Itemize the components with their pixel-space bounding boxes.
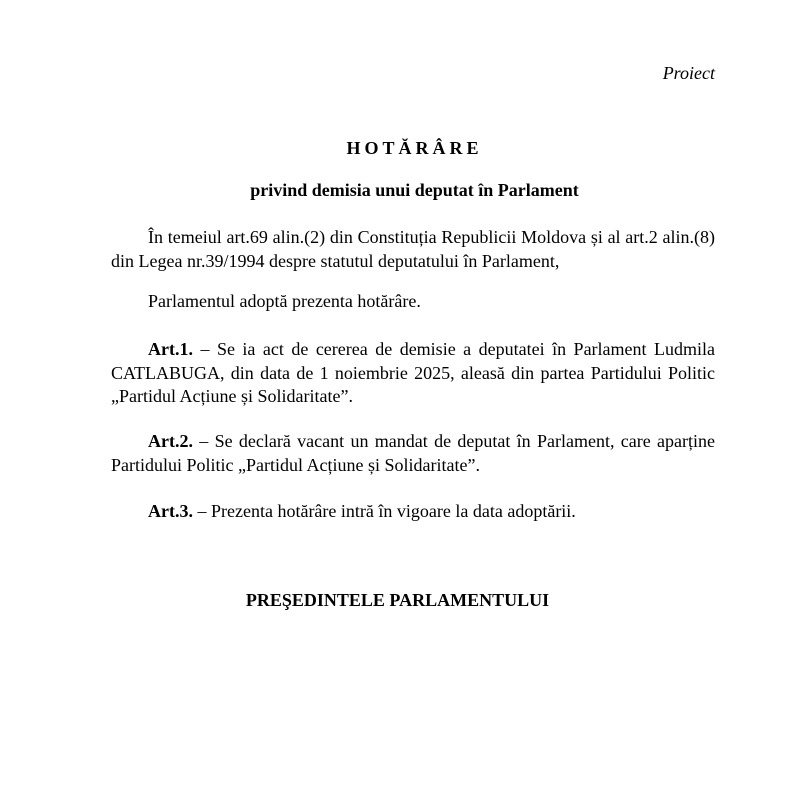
draft-label: Proiect xyxy=(662,63,715,83)
article-label: Art.3. xyxy=(148,501,193,521)
article-text: – Prezenta hotărâre intră în vigoare la data adoptării. xyxy=(192,501,576,521)
signature-title: PREŞEDINTELE PARLAMENTULUI xyxy=(245,590,550,610)
document-title: HOTĂRÂRE xyxy=(346,138,483,158)
adoption-statement: Parlamentul adoptă prezenta hotărâre. xyxy=(148,291,421,311)
article-label: Art.1. xyxy=(148,339,193,359)
article-text: – Se declară vacant un mandat de deputat în Parlament, care aparține Partidului Politic „Partidul Acțiune și Solidaritate”. xyxy=(111,431,715,475)
article-2 xyxy=(111,430,715,477)
article-1 xyxy=(111,338,715,409)
article-3 xyxy=(111,500,715,524)
article-text: – Se ia act de cererea de demisie a deputatei în Parlament Ludmila CATLABUGA, din data de 1 noiembrie 2025, aleasă din partea Partidului Politic „Partidul Acțiune și Solidaritate”. xyxy=(111,339,715,406)
article-label: Art.2. xyxy=(148,431,193,451)
document-subtitle: privind demisia unui deputat în Parlament xyxy=(250,180,579,200)
preamble: În temeiul art.69 alin.(2) din Constituția Republicii Moldova și al art.2 alin.(8) din Legea nr.39/1994 despre statutul deputatului în Parlament, xyxy=(111,227,715,271)
